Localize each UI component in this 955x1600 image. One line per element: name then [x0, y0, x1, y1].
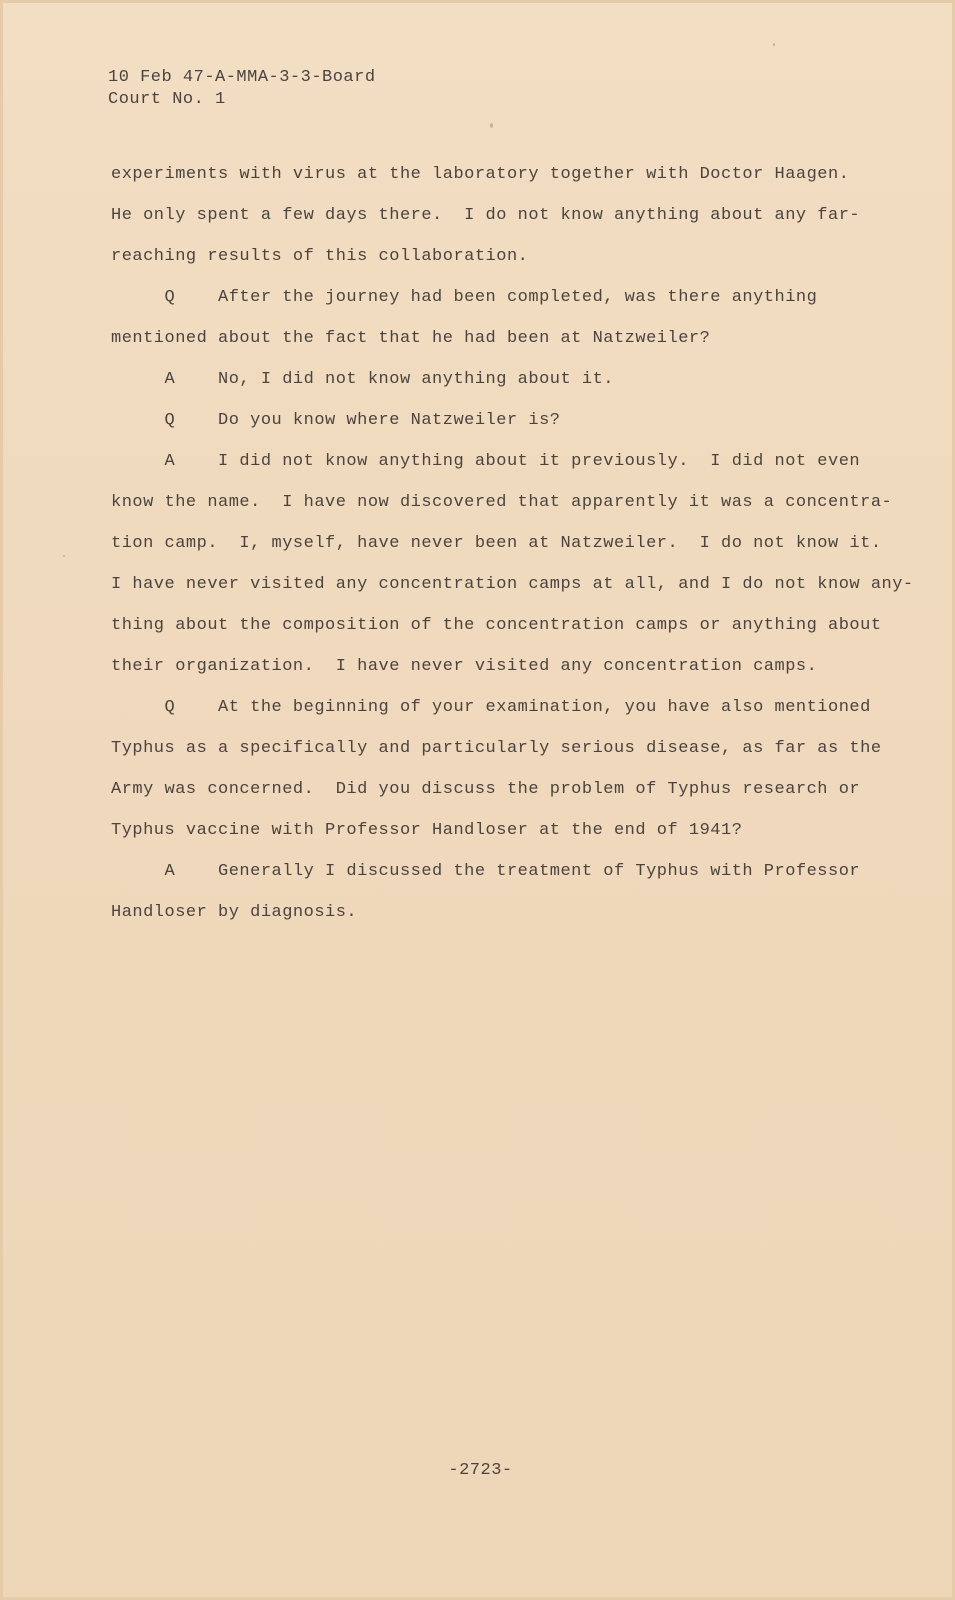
paper-speck	[63, 555, 65, 557]
transcript-line: experiments with virus at the laboratory together with Doctor Haagen.	[111, 165, 850, 184]
transcript-line: Q At the beginning of your examination, you have also mentioned	[111, 698, 871, 717]
document-header	[108, 67, 376, 111]
transcript-line: tion camp. I, myself, have never been at Natzweiler. I do not know it.	[111, 534, 882, 553]
transcript-line: mentioned about the fact that he had been at Natzweiler?	[111, 329, 711, 348]
header-court: Court No. 1	[108, 90, 226, 109]
transcript-line: Q Do you know where Natzweiler is?	[111, 411, 561, 430]
transcript-line: Typhus vaccine with Professor Handloser at the end of 1941?	[111, 821, 743, 840]
transcript-line: A Generally I discussed the treatment of Typhus with Professor	[111, 862, 861, 881]
transcript-line: I have never visited any concentration camps at all, and I do not know any-	[111, 575, 914, 594]
page-number: -2723-	[448, 1461, 513, 1480]
transcript-line: A I did not know anything about it previously. I did not even	[111, 452, 861, 471]
transcript-line: Handloser by diagnosis.	[111, 903, 358, 922]
paper-speck	[773, 43, 775, 46]
transcript-line: Typhus as a specifically and particularly serious disease, as far as the	[111, 739, 882, 758]
transcript-line: thing about the composition of the concentration camps or anything about	[111, 616, 882, 635]
header-reference: 10 Feb 47-A-MMA-3-3-Board	[108, 68, 376, 87]
transcript-line: Army was concerned. Did you discuss the problem of Typhus research or	[111, 780, 861, 799]
transcript-line: Q After the journey had been completed, was there anything	[111, 288, 818, 307]
transcript-line: A No, I did not know anything about it.	[111, 370, 614, 389]
transcript-line: know the name. I have now discovered that apparently it was a concentra-	[111, 493, 893, 512]
transcript-line: He only spent a few days there. I do not know anything about any far-	[111, 206, 861, 225]
paper-speck	[490, 123, 493, 128]
transcript-line: their organization. I have never visited any concentration camps.	[111, 657, 818, 676]
transcript-line: reaching results of this collaboration.	[111, 247, 529, 266]
